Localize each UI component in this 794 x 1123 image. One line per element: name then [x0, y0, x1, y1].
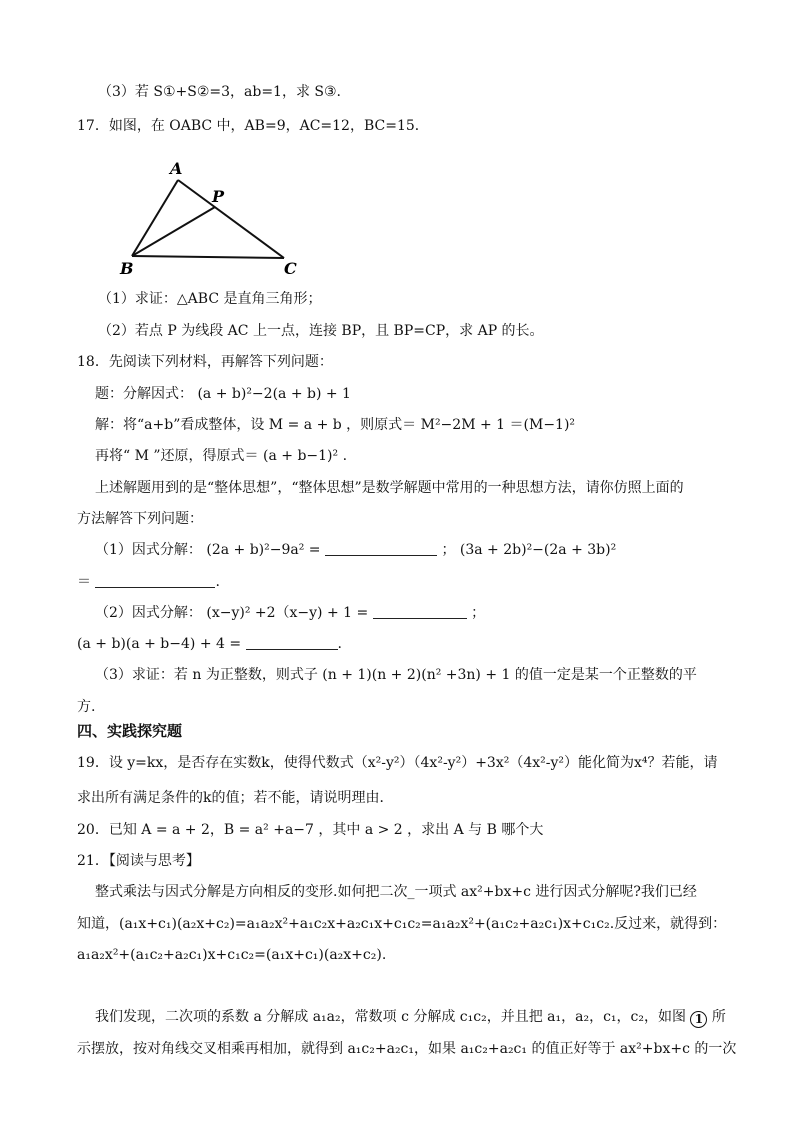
q21-para4	[95, 1007, 726, 1028]
q21-para4-text: 我们发现，二次项的系数 a 分解成 a₁a₂，常数项 c 分解成 c₁c₂，并且把 a₁，a₂，c₁，c₂，如图	[95, 1009, 686, 1025]
q16-part3: （3）若 S①+S②=3，ab=1，求 S③.	[98, 84, 341, 100]
q17-stem: 17．如图，在 OABC 中，AB=9，AC=12，BC=15．	[77, 118, 429, 134]
q18-part1-line2: ＝ .	[77, 574, 220, 590]
figure-number-circle: 1	[690, 1011, 707, 1028]
q21-para1: 整式乘法与因式分解是方向相反的变形.如何把二次_一项式 ax²+bx+c 进行因式分解呢?我们已经	[95, 884, 697, 900]
segment-bc	[132, 256, 284, 258]
q18-part1-equals: ＝	[77, 574, 91, 590]
q21-para2: 知道，(a₁x+c₁)(a₂x+c₂)=a₁a₂x²+a₁c₂x+a₂c₁x+c₁c₂=a₁a₂x²+(a₁c₂+a₂c₁)x+c₁c₂.反过来，就得到：	[77, 916, 727, 932]
q18-part1-expr2: ； (3a + 2b)²−(2a + 3b)²	[441, 542, 617, 558]
triangle-figure	[112, 150, 312, 280]
label-c: C	[284, 259, 297, 278]
answer-blank[interactable]	[95, 573, 215, 588]
segment-bp	[132, 207, 215, 256]
q21-para3: a₁a₂x²+(a₁c₂+a₂c₁)x+c₁c₂=(a₁x+c₁)(a₂x+c₂).	[77, 947, 387, 963]
q21-para4-end: 所	[711, 1009, 726, 1025]
label-a: A	[170, 159, 183, 178]
q18-part1-line	[95, 540, 616, 560]
q18-para1: 上述解题用到的是“整体思想”，“整体思想”是数学解题中常用的一种思想方法，请你仿照上面的	[95, 480, 684, 496]
section-heading: 四、实践探究题	[77, 722, 183, 740]
q18-para2: 方法解答下列问题：	[77, 511, 203, 527]
q21-para5: 示摆放，按对角线交叉相乘再相加，就得到 a₁c₂+a₂c₁，如果 a₁c₂+a₂c₁ 的值正好等于 ax²+bx+c 的一次	[77, 1041, 737, 1057]
q18-part3: （3）求证：若 n 为正整数，则式子 (n + 1)(n + 2)(n² +3n) + 1 的值一定是某一个正整数的平	[95, 667, 697, 683]
q18-problem: 题：分解因式： (a + b)²−2(a + b) + 1	[95, 386, 351, 402]
q19-stem-end: 求出所有满足条件的k的值；若不能，请说明理由．	[77, 790, 394, 806]
q18-part2-sep: ；	[471, 605, 486, 621]
answer-blank[interactable]	[246, 635, 338, 650]
q20-stem: 20．已知 A = a + 2，B = a² +a−7 ，其中 a > 2 ，求出 A 与 B 哪个大	[77, 822, 544, 838]
q21-title: 21．【阅读与思考】	[77, 853, 200, 869]
answer-blank[interactable]	[325, 541, 437, 556]
q17-part2: （2）若点 P 为线段 AC 上一点，连接 BP，且 BP=CP，求 AP 的长。	[98, 323, 544, 339]
q18-solution: 解：将“a+b”看成整体，设 M = a + b ，则原式＝ M²−2M + 1 ＝(M−1)²	[95, 417, 576, 433]
q18-part2-line	[95, 603, 485, 623]
label-b: B	[120, 259, 134, 278]
answer-blank[interactable]	[373, 604, 467, 619]
segment-ab	[132, 180, 178, 256]
q18-part2-expr: （2）因式分解： (x−y)² +2（x−y) + 1 =	[95, 605, 369, 621]
q18-part2-line2: (a + b)(a + b−4) + 4 = .	[77, 636, 342, 652]
q18-stem: 18．先阅读下列材料，再解答下列问题：	[77, 354, 333, 370]
q18-part1-expr: （1）因式分解： (2a + b)²−9a² =	[95, 542, 321, 558]
q18-part2-expr2: (a + b)(a + b−4) + 4 =	[77, 636, 242, 652]
q18-part3-end: 方.	[77, 699, 96, 715]
label-p: P	[212, 187, 225, 206]
q18-restore: 再将“ M ”还原，得原式＝ (a + b−1)² .	[95, 448, 348, 464]
q17-part1: （1）求证：△ABC 是直角三角形；	[98, 291, 322, 307]
q19-stem: 19．设 y=kx，是否存在实数k，使得代数式（x²-y²）（4x²-y²）+3x²（4x²-y²）能化简为x⁴？若能，请	[77, 755, 718, 771]
